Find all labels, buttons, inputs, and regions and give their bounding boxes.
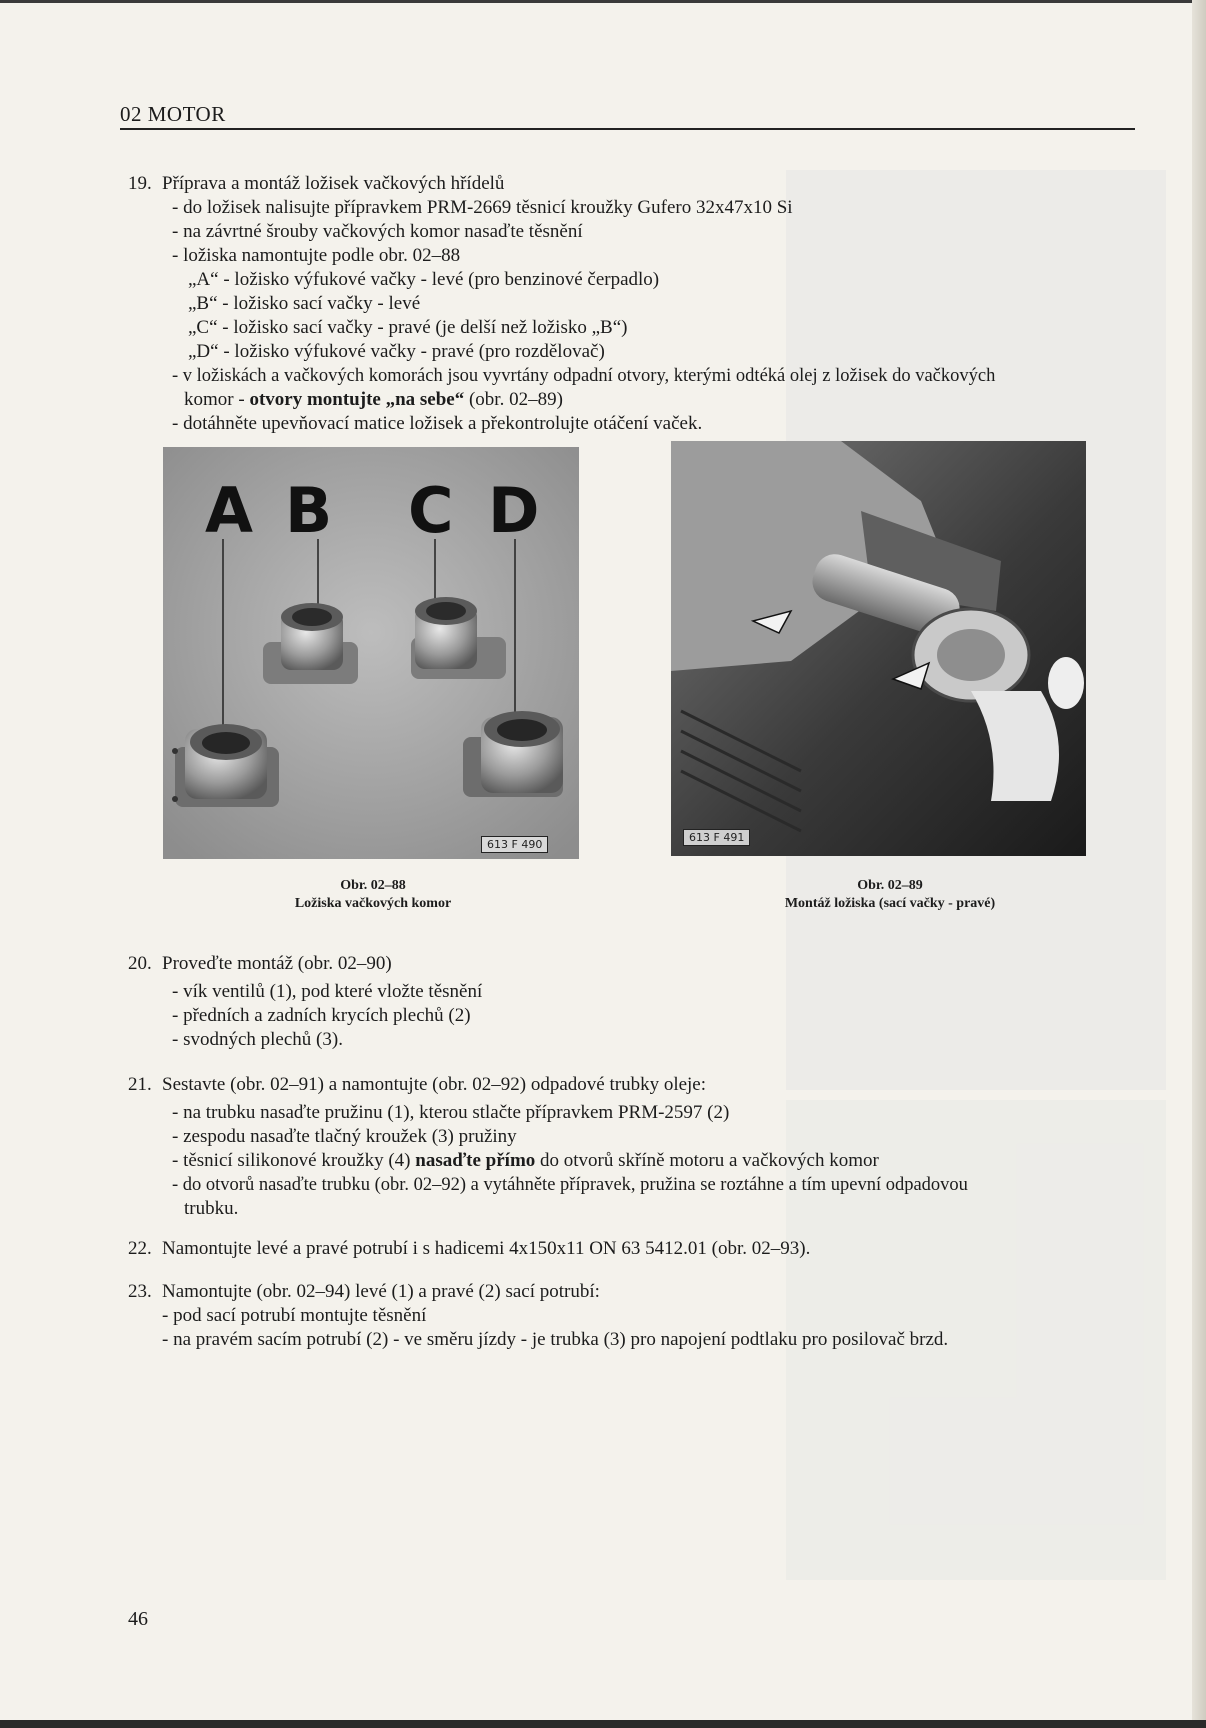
step-body [162, 172, 995, 436]
assembly-photo [671, 441, 1086, 856]
text-part: - těsnicí silikonové kroužky (4) [172, 1150, 416, 1171]
figure-code: 613 F 490 [481, 836, 548, 853]
step-line: - dotáhněte upevňovací matice ložisek a překontrolujte otáčení vaček. [172, 413, 703, 434]
text-part: (obr. 02–89) [464, 389, 563, 410]
step-line: - ložiska namontujte podle obr. 02–88 [172, 245, 461, 266]
caption-number: Obr. 02–89 [857, 878, 923, 893]
step-body [162, 952, 482, 1052]
section-title: 02 MOTOR [120, 102, 226, 126]
caption-text: Montáž ložiska (sací vačky - pravé) [784, 896, 996, 911]
step-line: trubku. [184, 1198, 239, 1219]
step-line: - do otvorů nasaďte trubku (obr. 02–92) a vytáhněte přípravek, pružina se roztáhne a tím upevní odpadovou [172, 1175, 968, 1195]
letter-d: D [488, 474, 540, 547]
caption-02-89 [720, 877, 1060, 913]
step-line: - na závrtné šrouby vačkových komor nasaďte těsnění [172, 221, 583, 242]
step-line: - v ložiskách a vačkových komorách jsou vyvrtány odpadní otvory, kterými odtéká olej z ložisek do vačkových [172, 366, 996, 386]
step-number: 23. [128, 1281, 152, 1302]
figure-02-89 [671, 441, 1086, 856]
bearings-photo [163, 447, 579, 859]
page-top-edge [0, 0, 1206, 3]
step-body [162, 1237, 810, 1261]
step-number: 19. [128, 173, 152, 194]
page-number: 46 [128, 1608, 148, 1630]
bearing-b: „B“ - ložisko sací vačky - levé [188, 293, 421, 314]
step-title: Namontujte levé a pravé potrubí i s hadicemi 4x150x11 ON 63 5412.01 (obr. 02–93). [162, 1238, 811, 1259]
bearing-a-part [172, 724, 279, 807]
step-line: - na pravém sacím potrubí (2) - ve směru jízdy - je trubka (3) pro napojení podtlaku pro posilovač brzd. [162, 1329, 949, 1350]
figure-02-88 [163, 447, 579, 859]
step-title: Sestavte (obr. 02–91) a namontujte (obr. 02–92) odpadové trubky oleje: [162, 1074, 707, 1095]
step-line: - zespodu nasaďte tlačný kroužek (3) pružiny [172, 1126, 517, 1147]
step-number: 20. [128, 953, 152, 974]
letter-a: A [205, 474, 253, 547]
step-body [162, 1280, 948, 1352]
caption-number: Obr. 02–88 [340, 878, 406, 893]
step-title: Namontujte (obr. 02–94) levé (1) a pravé (2) sací potrubí: [162, 1281, 600, 1302]
step-title: Proveďte montáž (obr. 02–90) [162, 953, 392, 974]
caption-text: Ložiska vačkových komor [294, 896, 452, 911]
step-line [162, 1149, 968, 1173]
bearing-d: „D“ - ložisko výfukové vačky - pravé (pro rozdělovač) [188, 341, 605, 362]
page-bottom-edge [0, 1720, 1206, 1728]
step-line: - do ložisek nalisujte přípravkem PRM-2669 těsnicí kroužky Gufero 32x47x10 Si [172, 197, 793, 218]
emphasis: otvory montujte „na sebe“ [249, 389, 465, 410]
step-line: - pod sací potrubí montujte těsnění [162, 1305, 427, 1326]
step-line: - svodných plechů (3). [172, 1029, 343, 1050]
text-part: komor - [184, 389, 250, 410]
bearing-c: „C“ - ložisko sací vačky - pravé (je delší než ložisko „B“) [188, 317, 628, 338]
step-line [162, 388, 995, 412]
step-title: Příprava a montáž ložisek vačkových hřídelů [162, 173, 505, 194]
step-line: - vík ventilů (1), pod které vložte těsnění [172, 981, 483, 1002]
page-header [120, 100, 1135, 130]
text-part: do otvorů skříně motoru a vačkových komor [535, 1150, 879, 1171]
letter-c: C [408, 474, 454, 547]
bearing-a: „A“ - ložisko výfukové vačky - levé (pro benzinové čerpadlo) [188, 269, 660, 290]
page-edge [1192, 0, 1206, 1728]
step-line: - na trubku nasaďte pružinu (1), kterou stlačte přípravkem PRM-2597 (2) [172, 1102, 730, 1123]
emphasis: nasaďte přímo [415, 1150, 536, 1171]
figure-code: 613 F 491 [683, 829, 750, 846]
step-number: 21. [128, 1074, 152, 1095]
step-line: - předních a zadních krycích plechů (2) [172, 1005, 471, 1026]
letter-b: B [285, 474, 333, 547]
step-body [162, 1073, 968, 1221]
caption-02-88 [223, 877, 523, 913]
step-number: 22. [128, 1238, 152, 1259]
